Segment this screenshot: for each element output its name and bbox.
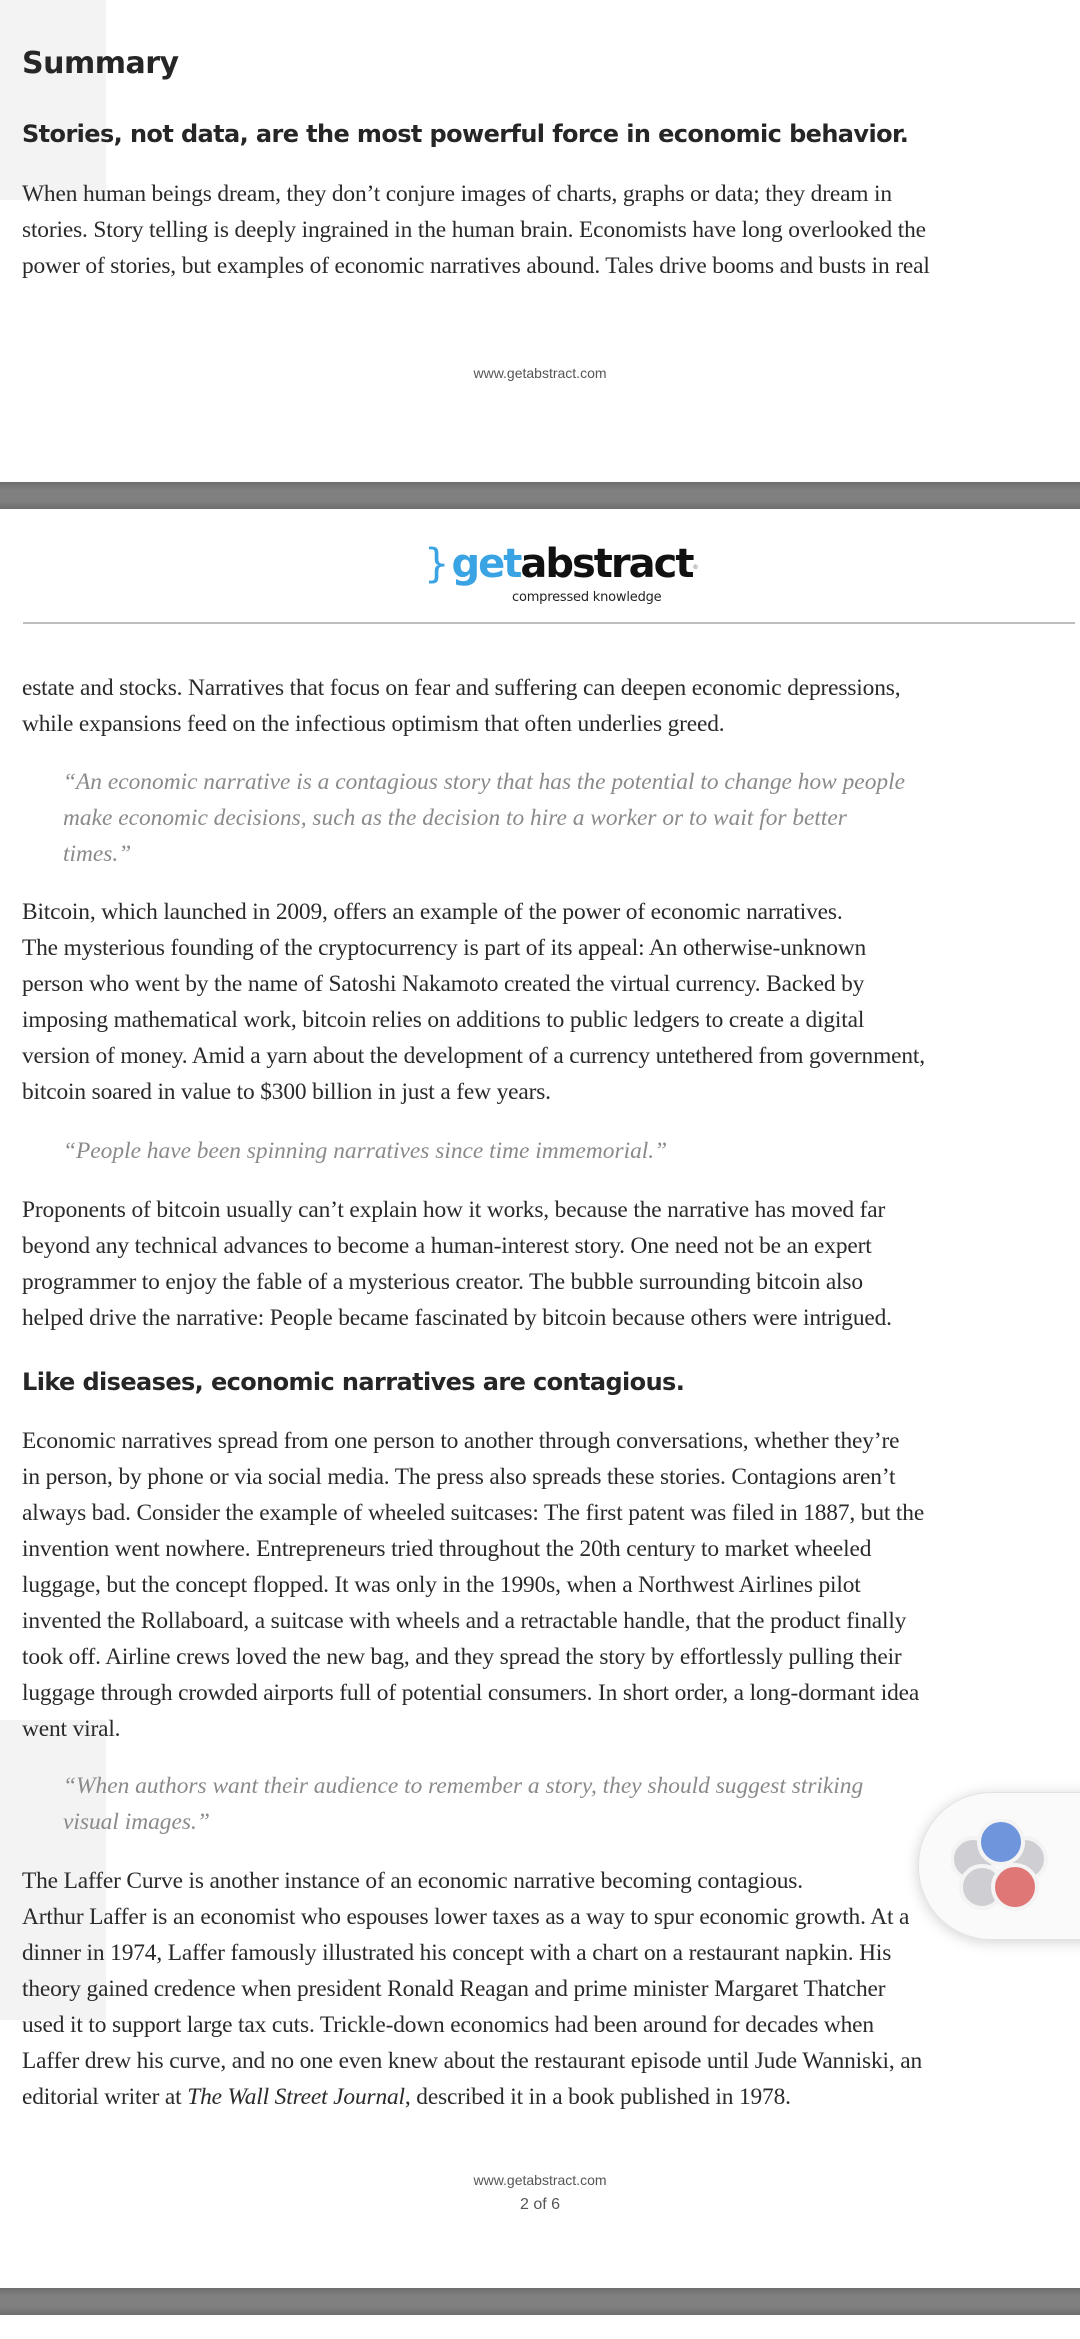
text-line: while expansions feed on the infectious optimism that often underlies greed.	[22, 711, 725, 737]
text-line: beyond any technical advances to become a human-interest story. One need not be an expert	[22, 1233, 872, 1259]
text-line: invention went nowhere. Entrepreneurs tried throughout the 20th century to market wheeled	[22, 1536, 872, 1562]
logo-get: get	[451, 541, 521, 587]
text-line: imposing mathematical work, bitcoin relies on additions to public ledgers to create a digital	[22, 1007, 865, 1033]
logo-tagline: compressed knowledge	[512, 590, 662, 605]
paragraph	[22, 176, 1072, 284]
page-indicator: 2 of 6	[519, 2196, 561, 2213]
footer-url: www.getabstract.com	[473, 2172, 607, 2188]
page-heading: Summary	[22, 46, 179, 81]
text-line: Proponents of bitcoin usually can’t explain how it works, because the narrative has moved far	[22, 1197, 886, 1223]
text-line: version of money. Amid a yarn about the development of a currency untethered from government,	[22, 1043, 925, 1069]
brace-icon: }	[424, 541, 448, 587]
footer-url: www.getabstract.com	[473, 365, 607, 381]
text-line: programmer to enjoy the fable of a mysterious creator. The bubble surrounding bitcoin also	[22, 1269, 863, 1295]
text-line: “People have been spinning narratives since time immemorial.”	[63, 1138, 668, 1164]
text-line: went viral.	[22, 1716, 121, 1742]
text-line: in person, by phone or via social media. The press also spreads these stories. Contagions aren’t	[22, 1464, 896, 1490]
text-line: “When authors want their audience to remember a story, they should suggest striking	[63, 1773, 864, 1799]
text-line: luggage through crowded airports full of potential consumers. In short order, a long-dormant idea	[22, 1680, 920, 1706]
text-line: theory gained credence when president Ronald Reagan and prime minister Margaret Thatcher	[22, 1976, 886, 2002]
text-line: Economic narratives spread from one person to another through conversations, whether they’re	[22, 1428, 900, 1454]
section-title: Stories, not data, are the most powerful force in economic behavior.	[22, 120, 909, 148]
text-line: took off. Airline crews loved the new bag, and they spread the story by effortlessly pulling their	[22, 1644, 902, 1670]
registered-mark: ®	[692, 564, 699, 571]
text-line: luggage, but the concept flopped. It was only in the 1990s, when a Northwest Airlines pilot	[22, 1572, 861, 1598]
text-line: invented the Rollaboard, a suitcase with wheels and a retractable handle, that the product finally	[22, 1608, 907, 1634]
text-segment: editorial writer at	[22, 2084, 188, 2110]
paragraph	[22, 1863, 1072, 2115]
text-line: The mysterious founding of the cryptocurrency is part of its appeal: An otherwise-unknown	[22, 935, 867, 961]
publication-title: The Wall Street Journal	[187, 2084, 405, 2110]
text-line: make economic decisions, such as the decision to hire a worker or to wait for better	[63, 805, 847, 831]
text-line	[22, 2084, 791, 2110]
pdf-page-1	[0, 0, 1080, 482]
floating-assistant-button[interactable]	[918, 1792, 1080, 1940]
petal-red	[993, 1865, 1037, 1909]
text-line: bitcoin soared in value to $300 billion in just a few years.	[22, 1079, 551, 1105]
text-line: used it to support large tax cuts. Trickle-down economics had been around for decades when	[22, 2012, 874, 2038]
logo-abstract: abstract	[520, 541, 693, 587]
pull-quote	[63, 1133, 1043, 1169]
text-line: always bad. Consider the example of wheeled suitcases: The first patent was filed in 1887, but the	[22, 1500, 925, 1526]
text-line: When human beings dream, they don’t conjure images of charts, graphs or data; they dream in	[22, 181, 892, 207]
text-line: times.”	[63, 841, 132, 867]
header-divider	[23, 622, 1075, 624]
text-line: The Laffer Curve is another instance of an economic narrative becoming contagious.	[22, 1868, 803, 1894]
paragraph	[22, 670, 1072, 742]
text-line: power of stories, but examples of economic narratives abound. Tales drive booms and busts in real	[22, 253, 930, 279]
page-separator	[0, 2288, 1080, 2315]
pull-quote	[63, 1768, 1043, 1840]
text-line: person who went by the name of Satoshi Nakamoto created the virtual currency. Backed by	[22, 971, 865, 997]
flower-pinwheel-icon	[951, 1819, 1051, 1915]
text-line: Bitcoin, which launched in 2009, offers an example of the power of economic narratives.	[22, 899, 843, 925]
text-segment: , described it in a book published in 1978.	[404, 2084, 791, 2110]
text-line: visual images.”	[63, 1809, 210, 1835]
page-separator	[0, 482, 1080, 509]
text-line: stories. Story telling is deeply ingrained in the human brain. Economists have long overlooked the	[22, 217, 926, 243]
section-title: Like diseases, economic narratives are contagious.	[22, 1368, 685, 1396]
pull-quote	[63, 764, 1043, 872]
petal-blue	[979, 1820, 1023, 1864]
text-line: estate and stocks. Narratives that focus on fear and suffering can deepen economic depressions,	[22, 675, 901, 701]
text-line: dinner in 1974, Laffer famously illustrated his concept with a chart on a restaurant napkin. His	[22, 1940, 892, 1966]
text-line: Arthur Laffer is an economist who espouses lower taxes as a way to spur economic growth. At a	[22, 1904, 910, 1930]
getabstract-logo	[0, 540, 1080, 610]
paragraph	[22, 1423, 1072, 1747]
text-line: Laffer drew his curve, and no one even knew about the restaurant episode until Jude Wanniski, an	[22, 2048, 923, 2074]
paragraph	[22, 894, 1072, 1110]
paragraph	[22, 1192, 1072, 1336]
text-line: helped drive the narrative: People became fascinated by bitcoin because others were intrigued.	[22, 1305, 892, 1331]
text-line: “An economic narrative is a contagious story that has the potential to change how people	[63, 769, 905, 795]
